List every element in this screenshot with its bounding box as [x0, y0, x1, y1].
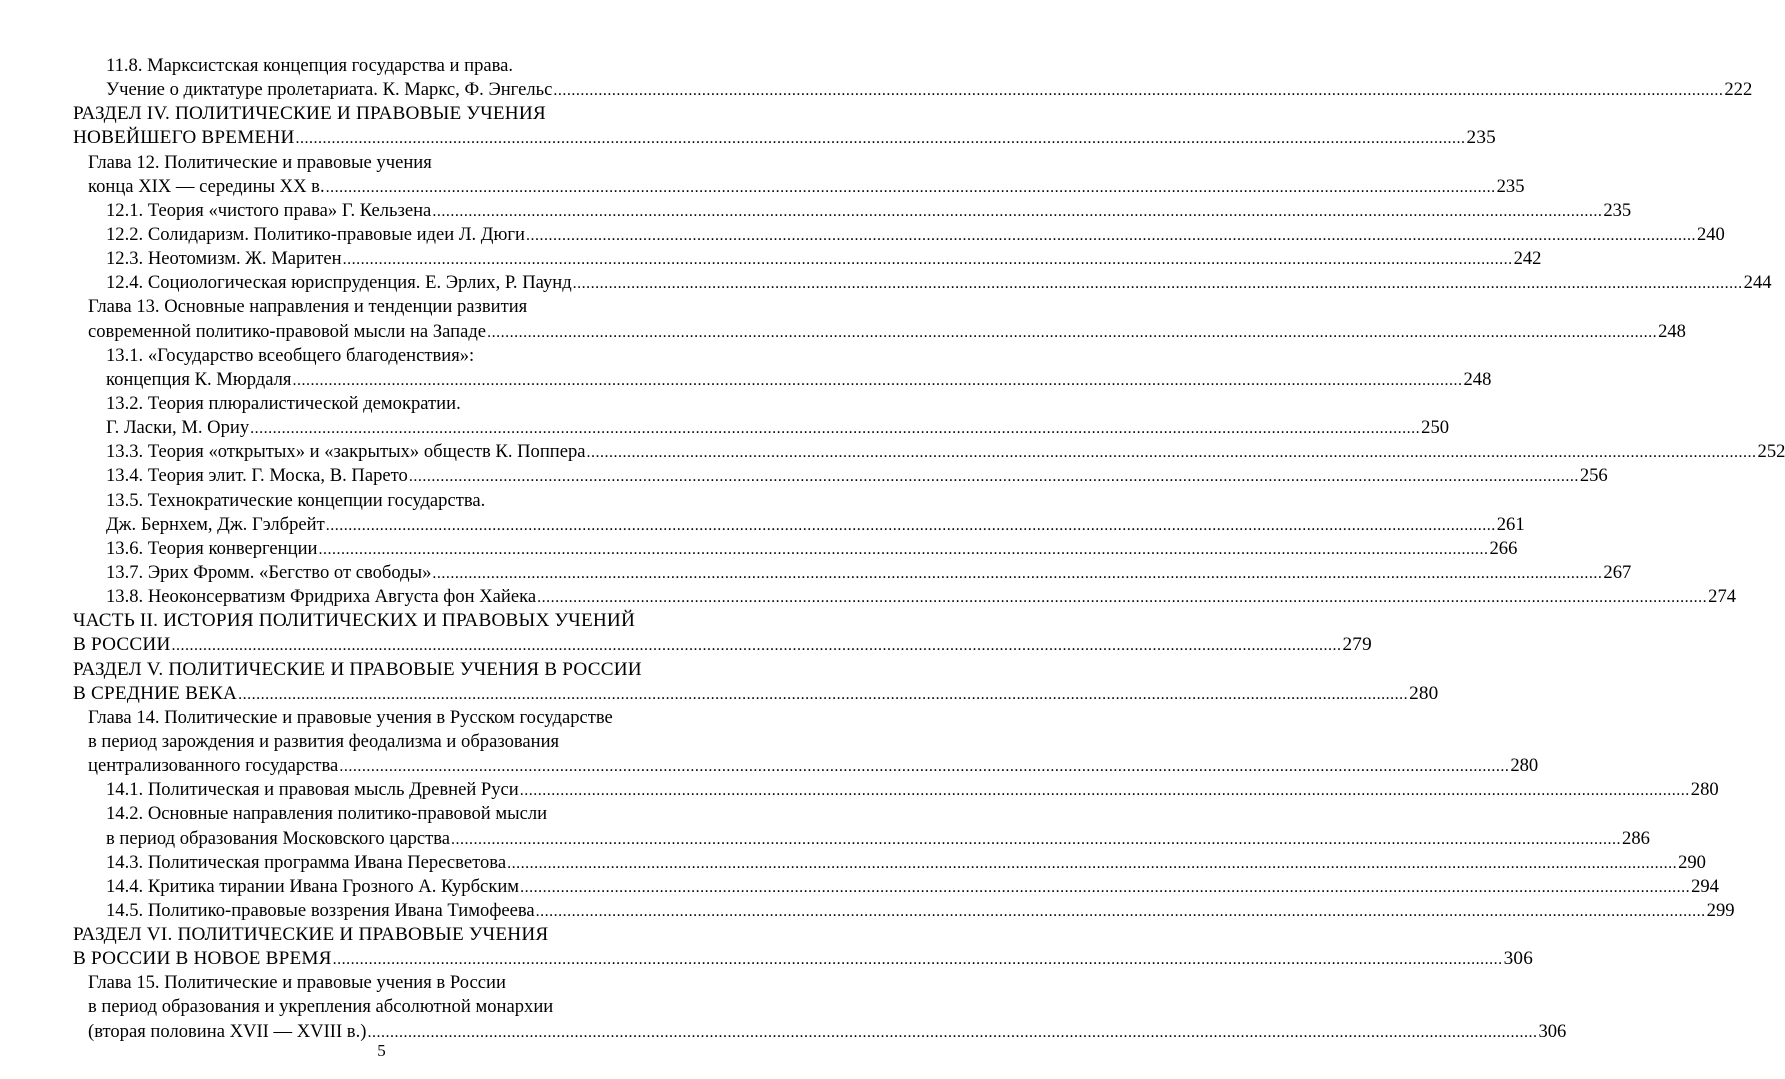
toc-leader-dots	[587, 441, 1757, 465]
toc-page-number: 280	[1409, 682, 1439, 704]
toc-page-number: 279	[1342, 634, 1372, 656]
toc-entry-title: в период зарождения и развития феодализма и образования	[88, 730, 560, 752]
toc-leader-dots	[343, 248, 1513, 272]
toc-leader-dots	[537, 586, 1707, 610]
toc-entry-title: Г. Ласки, М. Ориу	[106, 417, 250, 439]
toc-entry-continuation	[73, 344, 691, 368]
toc-entry-title: 12.4. Социологическая юриспруденция. Е. Эрлих, Р. Паунд	[106, 272, 572, 294]
toc-entry	[73, 320, 1686, 344]
toc-entry-continuation	[73, 658, 691, 682]
toc-entry-title: В РОССИИ	[73, 634, 171, 656]
toc-entry	[73, 223, 1725, 247]
toc-page-number: 294	[1691, 875, 1719, 897]
toc-leader-dots	[432, 562, 1602, 586]
toc-page-number: 248	[1658, 320, 1686, 342]
toc-leader-dots	[296, 127, 1466, 151]
toc-entry-title: в период образования Московского царства	[106, 827, 451, 849]
toc-leader-dots	[507, 852, 1677, 876]
toc-entry-title: 14.1. Политическая и правовая мысль Древней Руси	[106, 779, 519, 801]
toc-page-number: 306	[1503, 948, 1534, 970]
toc-entry-title: Глава 12. Политические и правовые учения	[88, 151, 432, 173]
toc-entry-title: в период образования и укрепления абсолютной монархии	[88, 996, 554, 1018]
toc-leader-dots	[409, 465, 1579, 489]
toc-entry	[73, 513, 1525, 537]
toc-leader-dots	[520, 779, 1690, 803]
toc-entry-title: 13.3. Теория «открытых» и «закрытых» обществ К. Поппера	[106, 441, 586, 463]
toc-entry-title: концепция К. Мюрдаля	[106, 368, 292, 390]
toc-entry-continuation	[73, 392, 691, 416]
toc-page-number: 250	[1421, 417, 1450, 439]
toc-leader-dots	[339, 755, 1509, 779]
toc-entry-title: конца XIX — середины XX в.	[88, 175, 325, 197]
toc-entry-continuation	[73, 995, 691, 1019]
toc-page-number: 261	[1496, 513, 1525, 535]
table-of-contents	[73, 54, 1785, 1044]
toc-leader-dots	[250, 417, 1420, 441]
toc-page-number: 266	[1489, 537, 1518, 559]
toc-entry-title: Учение о диктатуре пролетариата. К. Маркс, Ф. Энгельс	[106, 79, 553, 101]
toc-page-number: 306	[1538, 1020, 1567, 1042]
toc-entry-continuation	[73, 102, 691, 126]
toc-entry	[73, 827, 1650, 851]
toc-entry-title: 13.6. Теория конвергенции	[106, 537, 318, 559]
toc-entry-title: 11.8. Марксистская концепция государства и права.	[106, 55, 514, 76]
toc-entry	[73, 416, 1450, 440]
toc-leader-dots	[573, 272, 1743, 296]
toc-entry	[73, 754, 1539, 778]
toc-entry	[73, 585, 1737, 609]
toc-page-number: 256	[1579, 465, 1608, 487]
toc-page-number: 235	[1466, 127, 1496, 149]
toc-entry-continuation	[73, 730, 691, 754]
toc-entry	[73, 778, 1719, 802]
toc-entry	[73, 561, 1632, 585]
toc-entry	[73, 537, 1518, 561]
toc-entry-title: 13.5. Технократические концепции государства.	[106, 489, 486, 511]
toc-leader-dots	[553, 79, 1723, 103]
toc-entry-title: централизованного государства	[88, 755, 339, 777]
toc-entry	[73, 368, 1492, 392]
toc-page-number: 252	[1757, 441, 1785, 463]
toc-entry	[73, 899, 1735, 923]
toc-entry	[73, 440, 1785, 464]
toc-page-number: 280	[1690, 779, 1719, 801]
toc-leader-dots	[520, 876, 1690, 900]
toc-entry-title: ЧАСТЬ II. ИСТОРИЯ ПОЛИТИЧЕСКИХ И ПРАВОВЫХ УЧЕНИЙ	[73, 610, 636, 632]
toc-leader-dots	[432, 200, 1602, 224]
toc-entry-continuation	[73, 706, 691, 730]
toc-entry-title: (вторая половина XVII — XVIII в.)	[88, 1020, 367, 1042]
toc-entry-title: В РОССИИ В НОВОЕ ВРЕМЯ	[73, 948, 332, 970]
toc-page-number: 274	[1708, 586, 1737, 608]
toc-entry-title: 14.5. Политико-правовые воззрения Ивана Тимофеева	[106, 899, 535, 921]
toc-entry	[73, 247, 1542, 271]
toc-entry	[73, 633, 1372, 657]
toc-leader-dots	[526, 224, 1696, 248]
toc-leader-dots	[326, 514, 1496, 538]
toc-entry	[73, 464, 1608, 488]
toc-page-number: 242	[1513, 248, 1542, 270]
toc-entry	[73, 199, 1632, 223]
toc-entry-title: НОВЕЙШЕГО ВРЕМЕНИ	[73, 127, 295, 149]
toc-leader-dots	[333, 948, 1503, 972]
toc-entry	[73, 875, 1719, 899]
toc-leader-dots	[292, 369, 1462, 393]
toc-page-number: 240	[1696, 223, 1725, 245]
toc-entry-title: 13.8. Неоконсерватизм Фридриха Августа фон Хайека	[106, 586, 537, 608]
toc-entry	[73, 947, 1534, 971]
toc-entry-title: Дж. Бернхем, Дж. Гэлбрейт	[106, 513, 325, 535]
toc-entry-title: 13.1. «Государство всеобщего благоденствия»:	[106, 344, 475, 366]
toc-entry	[73, 126, 1496, 150]
toc-entry-title: РАЗДЕЛ V. ПОЛИТИЧЕСКИЕ И ПРАВОВЫЕ УЧЕНИЯ В РОССИИ	[73, 658, 642, 680]
toc-entry-title: 12.3. Неотомизм. Ж. Маритен	[106, 248, 342, 270]
toc-leader-dots	[536, 900, 1706, 924]
toc-entry-continuation	[73, 609, 691, 633]
toc-page-number: 235	[1496, 175, 1525, 197]
toc-entry-continuation	[73, 54, 691, 78]
toc-entry-title: 12.2. Солидаризм. Политико-правовые идеи Л. Дюги	[106, 223, 525, 245]
toc-entry-title: современной политико-правовой мысли на Западе	[88, 320, 487, 342]
toc-entry-title: 13.2. Теория плюралистической демократии.	[106, 392, 461, 414]
toc-entry-continuation	[73, 923, 691, 947]
toc-page-number: 299	[1706, 899, 1735, 921]
toc-page-number: 222	[1724, 79, 1753, 101]
toc-page-number: 244	[1743, 272, 1772, 294]
toc-entry-continuation	[73, 489, 691, 513]
toc-page-number: 290	[1678, 851, 1706, 873]
toc-entry-continuation	[73, 151, 691, 175]
toc-entry-title: 13.7. Эрих Фромм. «Бегство от свободы»	[106, 561, 432, 583]
toc-entry-title: 14.3. Политическая программа Ивана Пересветова	[106, 851, 507, 873]
toc-leader-dots	[238, 683, 1408, 707]
toc-page-number: 286	[1622, 827, 1650, 849]
toc-entry	[73, 851, 1706, 875]
page-number: 5	[377, 1041, 386, 1060]
toc-leader-dots	[172, 634, 1342, 658]
toc-entry-title: 14.2. Основные направления политико-правовой мысли	[106, 803, 548, 825]
toc-entry-continuation	[73, 971, 691, 995]
toc-entry-continuation	[73, 295, 691, 319]
toc-entry-title: 14.4. Критика тирании Ивана Грозного А. Курбским	[106, 875, 520, 897]
toc-entry-title: РАЗДЕЛ VI. ПОЛИТИЧЕСКИЕ И ПРАВОВЫЕ УЧЕНИЯ	[73, 924, 549, 946]
toc-leader-dots	[451, 828, 1621, 852]
toc-entry-title: В СРЕДНИЕ ВЕКА	[73, 682, 238, 704]
toc-leader-dots	[318, 538, 1488, 562]
toc-page-number: 280	[1510, 755, 1539, 777]
toc-entry	[73, 271, 1772, 295]
toc-page-number: 267	[1603, 561, 1632, 583]
toc-page-number: 235	[1603, 199, 1632, 221]
toc-entry-title: 12.1. Теория «чистого права» Г. Кельзена	[106, 199, 432, 221]
toc-entry-title: Глава 13. Основные направления и тенденции развития	[88, 296, 528, 318]
toc-entry-title: 13.4. Теория элит. Г. Моска, В. Парето	[106, 465, 408, 487]
toc-leader-dots	[487, 321, 1657, 345]
toc-entry-continuation	[73, 802, 691, 826]
toc-entry-title: Глава 15. Политические и правовые учения в России	[88, 972, 506, 994]
toc-entry-title: РАЗДЕЛ IV. ПОЛИТИЧЕСКИЕ И ПРАВОВЫЕ УЧЕНИЯ	[73, 103, 546, 125]
toc-entry	[73, 175, 1525, 199]
toc-entry	[73, 78, 1753, 102]
toc-page-number: 248	[1463, 368, 1492, 390]
toc-entry	[73, 682, 1439, 706]
toc-entry-title: Глава 14. Политические и правовые учения в Русском государстве	[88, 706, 613, 728]
toc-leader-dots	[326, 176, 1496, 200]
